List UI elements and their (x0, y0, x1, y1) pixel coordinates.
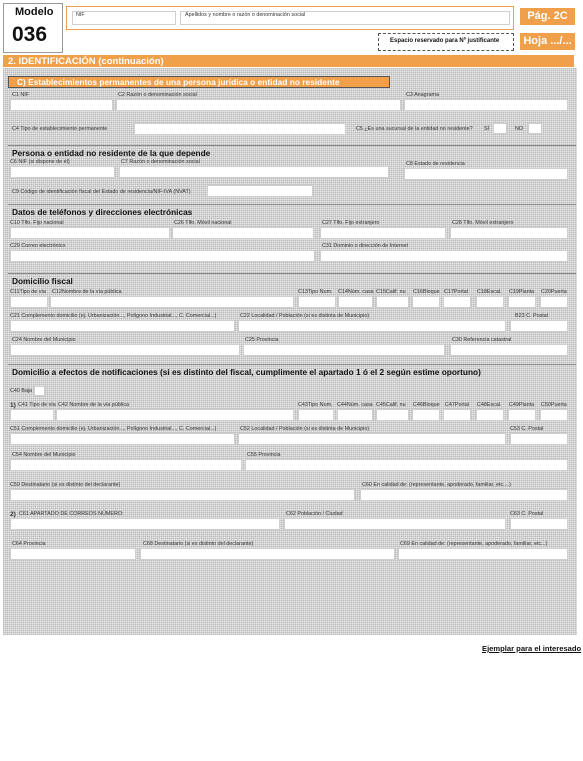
c13-label: C13Tipo Num. (298, 289, 333, 295)
c19-label: C19Planta (509, 289, 535, 295)
c49-label: C49Planta (509, 402, 535, 408)
c68-field[interactable] (140, 548, 395, 560)
c42-label: C42 Nombre de la vía pública (58, 402, 130, 408)
c27-label: C27 Tlfo. Fijo extranjero (322, 220, 380, 226)
c41-label: C41 Tipo de vía (18, 402, 56, 408)
c55-field[interactable] (245, 459, 568, 471)
c59-label: C59 Destinatario (si es distinto del declarante) (10, 482, 121, 488)
c29-field[interactable] (10, 250, 315, 262)
c19-field[interactable] (508, 296, 536, 308)
c62-label: C62 Población / Ciudad (286, 511, 343, 517)
c13-field[interactable] (298, 296, 336, 308)
fiscal-title: Domicilio fiscal (12, 276, 73, 286)
c47-field[interactable] (443, 409, 471, 421)
c2-label: C2 Razón o denominación social (118, 92, 197, 98)
c55-label: C55 Provincia (247, 452, 281, 458)
c25-field[interactable] (243, 344, 445, 356)
c43-label: C43Tipo Num. (298, 402, 333, 408)
divider (8, 204, 576, 205)
c47-label: C47Portal (445, 402, 469, 408)
c44-label: C44Núm. casa (337, 402, 373, 408)
c1-field[interactable] (10, 99, 113, 111)
c5-label: C5 ¿Es una sucursal de la entidad no residente? (356, 126, 473, 132)
c8-label: C8 Estado de residencia (406, 161, 465, 167)
c45-field[interactable] (376, 409, 409, 421)
c9-field[interactable] (207, 185, 313, 197)
c45-label: C45Calif. nu (376, 402, 406, 408)
persona-title: Persona o entidad no residente de la que depende (12, 148, 211, 158)
c31-field[interactable] (320, 250, 568, 262)
divider (8, 273, 576, 274)
c46-field[interactable] (412, 409, 440, 421)
c30-label: C30 Referencia catastral (452, 337, 512, 343)
c52-label: C52 Localidad / Población (si es distinta de Municipio) (240, 426, 370, 432)
nif-label: NIF (76, 12, 85, 18)
c29-label: C29 Correo electrónico (10, 243, 66, 249)
c9-label: C9 Código de identificación fiscal del Estado de residencia/NIF-IVA (NVAT) (12, 189, 191, 195)
c5-no-checkbox[interactable] (528, 123, 542, 134)
c54-field[interactable] (10, 459, 242, 471)
telefonos-title: Datos de teléfonos y direcciones electrónicas (12, 207, 193, 217)
c62-field[interactable] (284, 518, 506, 530)
c27-field[interactable] (320, 227, 446, 239)
hoja-badge: Hoja .../... (520, 33, 575, 50)
section-title: 2. IDENTIFICACIÓN (continuación) (8, 56, 164, 67)
justificante-label: Espacio reservado para Nº justificante (390, 38, 500, 44)
c51-label: C51 Complemento domicilio (ej. Urbanización..., Polígono Industrial..., C. Comercial...) (10, 426, 217, 432)
c23-field[interactable] (510, 320, 568, 332)
c5-no-label: NO (515, 126, 524, 132)
c28-field[interactable] (450, 227, 568, 239)
c64-field[interactable] (10, 548, 136, 560)
c60-label: C60 En calidad de: (representante, apoderado, familiar, etc....) (362, 482, 511, 488)
c14-label: C14Núm. casa (338, 289, 374, 295)
c22-label: C22 Localidad / Población (si es distinta de Municipio) (240, 313, 370, 319)
c60-field[interactable] (360, 489, 568, 501)
modelo-label: Modelo (15, 6, 54, 18)
c11-field[interactable] (10, 296, 48, 308)
c4-field[interactable] (134, 123, 346, 135)
c11-label: C11Tipo de vía (10, 289, 46, 295)
c53-label: C53 C. Postal (510, 426, 544, 432)
c15-field[interactable] (376, 296, 409, 308)
c3-label: C3 Anagrama (406, 92, 439, 98)
c17-label: C17Portal (444, 289, 468, 295)
c48-field[interactable] (476, 409, 504, 421)
c4-label: C4 Tipo de establecimiento permanente (12, 126, 108, 132)
c18-label: C18Escal. (477, 289, 502, 295)
notif-title: Domicilio a efectos de notificaciones (si es distinto del fiscal, cumplimente el apartado 1 ó el 2 según estime oportuno) (12, 367, 481, 377)
c16-field[interactable] (412, 296, 440, 308)
c52-field[interactable] (238, 433, 506, 445)
c44-field[interactable] (337, 409, 373, 421)
c25-label: C25 Provincia (245, 337, 279, 343)
c64-label: C64 Provincia (12, 541, 46, 547)
c20-label: C20Puerta (541, 289, 567, 295)
c22-field[interactable] (238, 320, 506, 332)
c26-field[interactable] (172, 227, 314, 239)
c24-label: C24 Nombre del Municipio (12, 337, 76, 343)
c3-field[interactable] (404, 99, 568, 111)
c48-label: C48Escal. (477, 402, 502, 408)
c15-label: C15Calif. nu (376, 289, 406, 295)
c69-label: C69 En calidad de: (representante, apoderado, familiar, etc...) (400, 541, 548, 547)
c41-field[interactable] (10, 409, 54, 421)
section-c-title: C) Establecimientos permanentes de una persona jurídica o entidad no residente (17, 77, 340, 87)
c16-label: C16Bloque (413, 289, 440, 295)
c23-label: B23 C. Postal (515, 313, 548, 319)
apellidos-label: Apellidos y nombre o razón o denominación social (185, 12, 306, 18)
apartado-2-marker: 2) (10, 511, 16, 518)
page-badge: Pág. 2C (520, 8, 575, 25)
c12-field[interactable] (50, 296, 294, 308)
c6-field[interactable] (10, 166, 115, 178)
c43-field[interactable] (298, 409, 334, 421)
nif-field[interactable] (72, 11, 176, 25)
c6-label: C6 NIF (si dispone de él) (10, 159, 70, 165)
c24-field[interactable] (10, 344, 240, 356)
c14-field[interactable] (338, 296, 373, 308)
modelo-number: 036 (12, 23, 48, 46)
c42-field[interactable] (56, 409, 294, 421)
c1-label: C1 NIF (12, 92, 30, 98)
apartado-1-marker: 1) (10, 402, 16, 409)
c5-si-checkbox[interactable] (493, 123, 507, 134)
c2-field[interactable] (116, 99, 401, 111)
c59-field[interactable] (10, 489, 355, 501)
c40-checkbox[interactable] (34, 386, 45, 396)
c53-field[interactable] (510, 433, 568, 445)
c69-field[interactable] (398, 548, 568, 560)
c10-field[interactable] (10, 227, 170, 239)
c63-label: C63 C. Postal (510, 511, 544, 517)
c31-label: C31 Dominio o dirección de Internet (322, 243, 408, 249)
c50-field[interactable] (540, 409, 568, 421)
c12-label: C12Nombre de la vía pública (52, 289, 122, 295)
c18-field[interactable] (476, 296, 504, 308)
c61-label: C61 APARTADO DE CORREOS NÚMERO: (19, 511, 124, 517)
c17-field[interactable] (443, 296, 471, 308)
c7-field[interactable] (119, 166, 389, 178)
c8-field[interactable] (404, 168, 568, 180)
c21-field[interactable] (10, 320, 235, 332)
c5-si-label: SÍ (484, 126, 490, 132)
divider (8, 145, 576, 146)
c20-field[interactable] (540, 296, 568, 308)
footer-label: Ejemplar para el interesado (482, 644, 582, 653)
c49-field[interactable] (508, 409, 536, 421)
c68-label: C68 Destinatario (si es distinto del declarante) (143, 541, 254, 547)
c61-field[interactable] (10, 518, 280, 530)
c51-field[interactable] (10, 433, 235, 445)
c63-field[interactable] (510, 518, 568, 530)
divider (8, 364, 576, 365)
c40-label: C40 Baja (10, 388, 33, 394)
c30-field[interactable] (450, 344, 568, 356)
c21-label: C21 Complemento domicilio (ej. Urbanización..., Polígono Industrial..., C. Comercial...) (10, 313, 217, 319)
c50-label: C50Puerta (541, 402, 567, 408)
c7-label: C7 Razón o denominación social (121, 159, 200, 165)
c28-label: C28 Tlfo. Móvil extranjero (452, 220, 514, 226)
c10-label: C10 Tlfo. Fijo nacional (10, 220, 64, 226)
c46-label: C46Bloque (413, 402, 440, 408)
c54-label: C54 Nombre del Municipio (12, 452, 76, 458)
c26-label: C26 Tlfo. Móvil nacional (174, 220, 232, 226)
